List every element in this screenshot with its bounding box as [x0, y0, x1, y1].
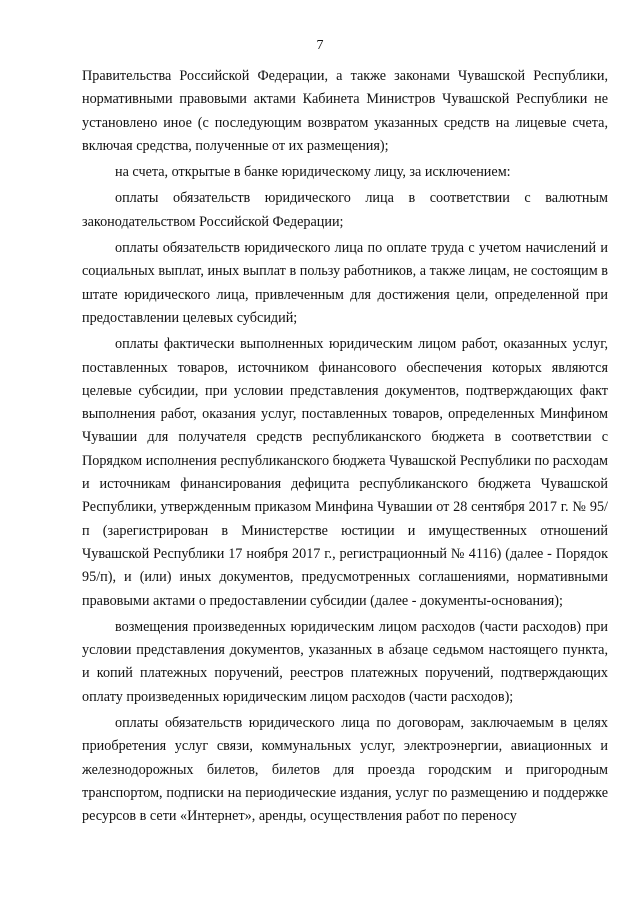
- paragraph: оплаты обязательств юридического лица по оплате труда с учетом начислений и социальных выплат, иных выплат в пользу работников, а также лицам, не состоящим в штате юридического лица, привлеченным для достижения цели, определенной при предоставлении целевых субсидий;: [82, 240, 608, 326]
- page-number: 7: [316, 38, 324, 53]
- document-body: [82, 65, 608, 829]
- paragraph: Правительства Российской Федерации, а также законами Чувашской Республики, нормативными правовыми актами Кабинета Министров Чувашской Республики не установлено иное (с последующим возвратом указанных средств на лицевые счета, включая средства, полученные от их размещения);: [82, 68, 608, 154]
- paragraph: возмещения произведенных юридическим лицом расходов (части расходов) при условии представления документов, указанных в абзаце седьмом настоящего пункта, и копий платежных поручений, реестров платежных поручений, подтверждающих оплату произведенных юридическим лицом расходов (части расходов);: [82, 618, 608, 705]
- paragraph: оплаты фактически выполненных юридическим лицом работ, оказанных услуг, поставленных товаров, источником финансового обеспечения которых являются целевые субсидии, при условии представления документов, подтверждающих факт выполнения работ, оказания услуг, поставленных товаров, определенных Минфином Чувашии для получателя средств республиканского бюджета в соответствии с Порядком исполнения республиканского бюджета Чувашской Республики по расходам и источникам финансирования дефицита республиканского бюджета Чувашской Республики, утвержденным приказом Минфина Чувашии от 28 сентября 2017 г. № 95/п (зарегистрирован в Министерстве юстиции и имущественных отношений Чувашской Республики 17 ноября 2017 г., регистрационный № 4116) (далее - Порядок 95/п), и (или) иных документов, предусмотренных соглашениями, нормативными правовыми актами о предоставлении субсидии (далее - документы-основания);: [82, 336, 609, 609]
- paragraph: оплаты обязательств юридического лица в соответствии с валютным законодательством Российской Федерации;: [82, 190, 608, 230]
- paragraph: оплаты обязательств юридического лица по договорам, заключаемым в целях приобретения услуг связи, коммунальных услуг, электроэнергии, авиационных и железнодорожных билетов, билетов для проезда городским и пригородным транспортом, подписки на периодические издания, услуг по размещению и поддержке ресурсов в сети «Интернет», аренды, осуществления работ по переносу: [82, 715, 608, 825]
- paragraph: на счета, открытые в банке юридическому лицу, за исключением:: [115, 164, 511, 181]
